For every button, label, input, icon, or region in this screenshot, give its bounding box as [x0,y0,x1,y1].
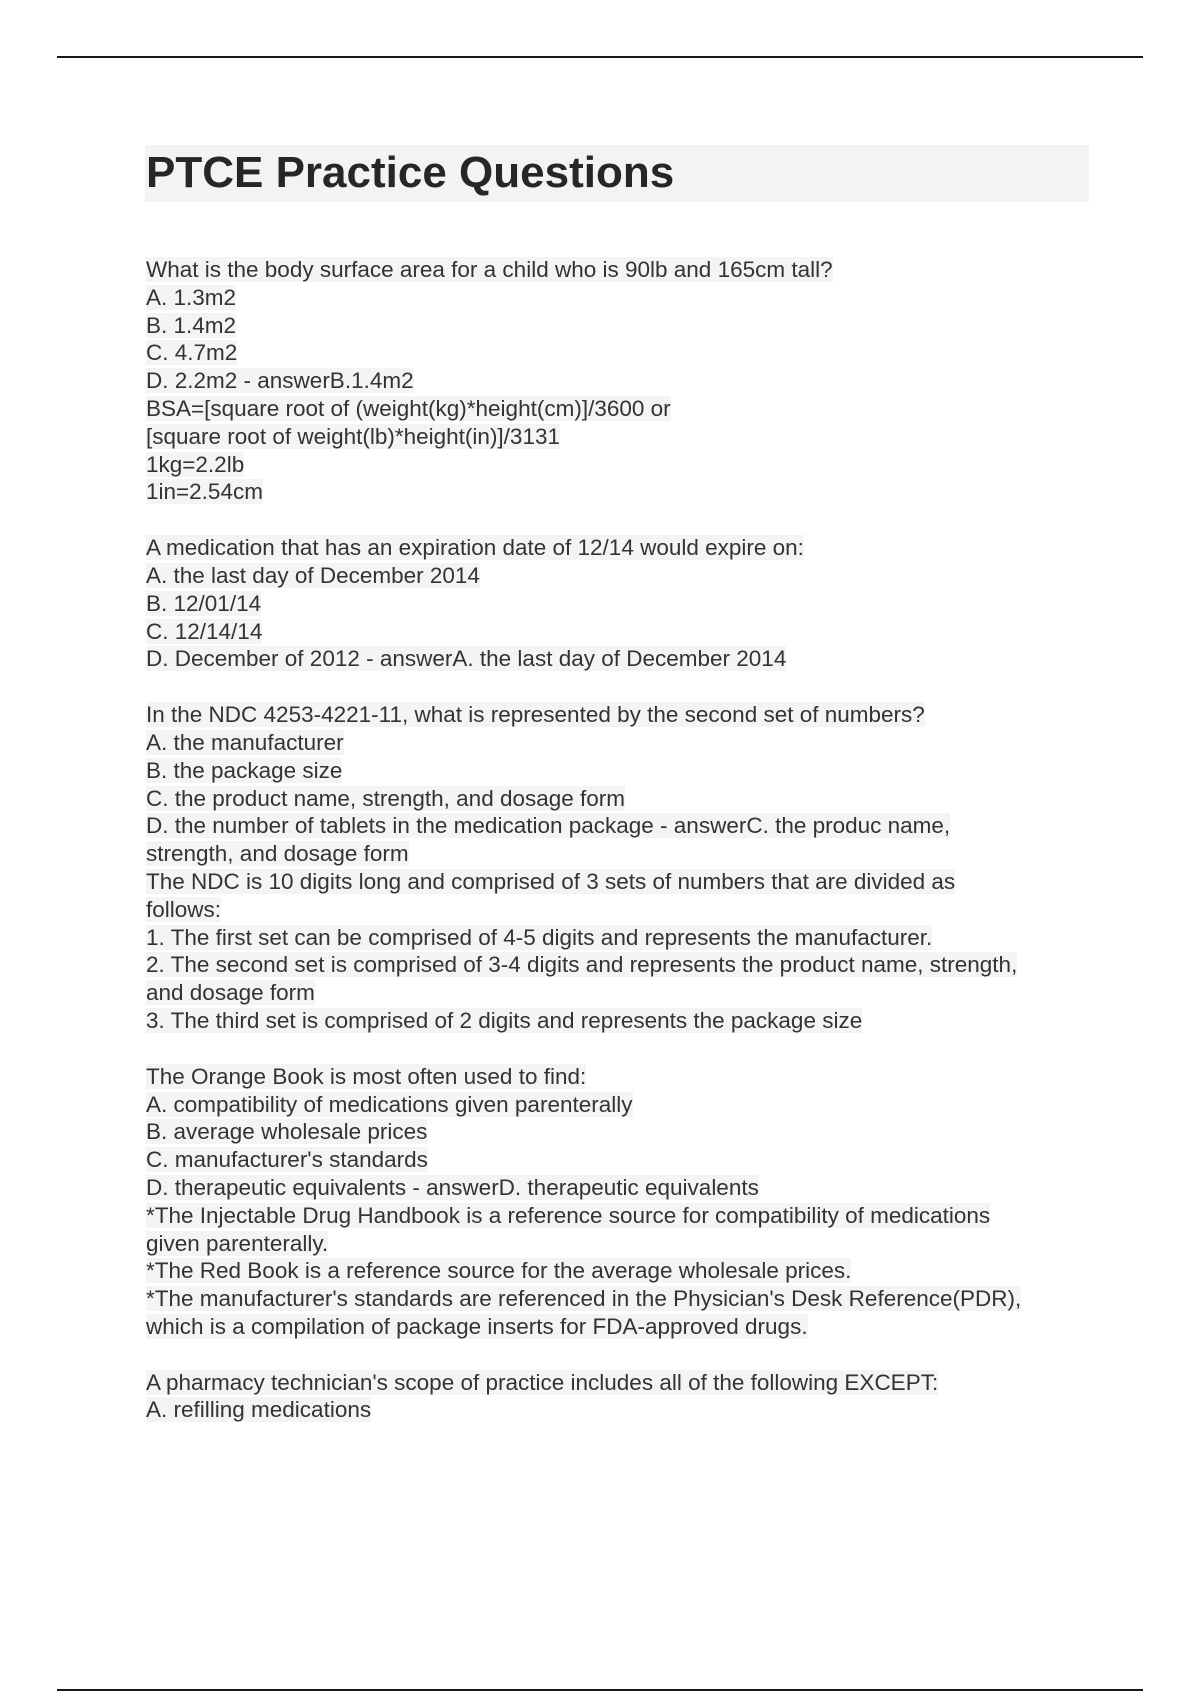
line-text: The Orange Book is most often used to find: [146,1063,587,1089]
explanation-line [146,868,1096,896]
explanation-line [146,1257,1096,1285]
answer-option [146,1174,1096,1202]
explanation-line [146,395,1096,423]
document-body [146,256,1096,1452]
answer-option [146,284,1096,312]
question-text [146,1369,1096,1397]
question-block-1 [146,256,1096,506]
line-text: What is the body surface area for a child who is 90lb and 165cm tall? [146,257,833,282]
line-text: D. December of 2012 - answerA. the last day of December 2014 [146,646,787,672]
line-text: follows: [146,896,222,922]
question-block-5 [146,1369,1096,1425]
answer-option [146,812,1096,840]
line-text: given parenterally. [146,1230,329,1256]
explanation-line [146,951,1096,979]
question-block-3 [146,701,1096,1035]
question-block-2 [146,534,1096,673]
line-text: A. compatibility of medications given parenterally [146,1091,633,1117]
line-text: A pharmacy technician's scope of practice includes all of the following EXCEPT: [146,1369,939,1395]
question-text [146,701,1096,729]
answer-option [146,312,1096,340]
line-text: *The Red Book is a reference source for the average wholesale prices. [146,1258,852,1284]
line-text: and dosage form [146,980,315,1006]
explanation-line [146,423,1096,451]
explanation-line [146,979,1096,1007]
answer-option [146,618,1096,646]
question-block-4 [146,1063,1096,1341]
answer-option [146,562,1096,590]
explanation-line [146,451,1096,479]
line-text: *The Injectable Drug Handbook is a reference source for compatibility of medications [146,1202,991,1228]
answer-option [146,645,1096,673]
question-text [146,256,1096,284]
line-text: 1. The first set can be comprised of 4-5 digits and represents the manufacturer. [146,924,933,950]
line-text: [square root of weight(lb)*height(in)]/3131 [146,423,560,449]
line-text: B. 1.4m2 [146,312,237,338]
line-text: C. 12/14/14 [146,618,263,644]
line-text: B. average wholesale prices [146,1119,428,1145]
explanation-line [146,1313,1096,1341]
answer-option [146,367,1096,395]
answer-option [146,590,1096,618]
line-text: D. therapeutic equivalents - answerD. therapeutic equivalents [146,1174,759,1200]
line-text: A. the last day of December 2014 [146,562,480,588]
line-text: B. the package size [146,757,343,783]
line-text: A. 1.3m2 [146,284,237,310]
answer-option [146,729,1096,757]
line-text: D. the number of tablets in the medication package - answerC. the produc name, [146,813,951,839]
answer-option [146,1146,1096,1174]
line-text: B. 12/01/14 [146,590,262,616]
line-text: A. refilling medications [146,1397,372,1423]
footer-rule [57,1689,1143,1691]
line-text: *The manufacturer's standards are referenced in the Physician's Desk Reference(PDR), [146,1286,1022,1312]
question-text [146,534,1096,562]
line-text: D. 2.2m2 - answerB.1.4m2 [146,368,414,394]
line-text: In the NDC 4253-4221-11, what is represented by the second set of numbers? [146,702,925,728]
explanation-line [146,896,1096,924]
explanation-line [146,924,1096,952]
header-rule [57,56,1143,58]
line-text: 2. The second set is comprised of 3-4 digits and represents the product name, strength, [146,952,1018,978]
explanation-line [146,1285,1096,1313]
explanation-line [146,1202,1096,1230]
explanation-line [146,1230,1096,1258]
question-text [146,1063,1096,1091]
line-text: strength, and dosage form [146,841,409,867]
page-title: PTCE Practice Questions [146,148,675,197]
line-text: C. the product name, strength, and dosage form [146,785,626,811]
answer-option [146,785,1096,813]
line-text: A medication that has an expiration date of 12/14 would expire on: [146,535,804,561]
line-text: 1kg=2.2lb [146,451,245,477]
explanation-line [146,1007,1096,1035]
explanation-line [146,478,1096,506]
line-text: A. the manufacturer [146,729,344,755]
answer-option [146,757,1096,785]
line-text: The NDC is 10 digits long and comprised of 3 sets of numbers that are divided as [146,868,956,894]
answer-option [146,339,1096,367]
line-text: which is a compilation of package inserts for FDA-approved drugs. [146,1313,808,1339]
answer-option [146,1396,1096,1424]
line-text: C. manufacturer's standards [146,1147,428,1173]
line-text: 1in=2.54cm [146,479,263,505]
line-text: C. 4.7m2 [146,340,238,366]
line-text: 3. The third set is comprised of 2 digits and represents the package size [146,1007,863,1033]
answer-option [146,840,1096,868]
answer-option [146,1118,1096,1146]
line-text: BSA=[square root of (weight(kg)*height(cm)]/3600 or [146,395,671,421]
answer-option [146,1091,1096,1119]
